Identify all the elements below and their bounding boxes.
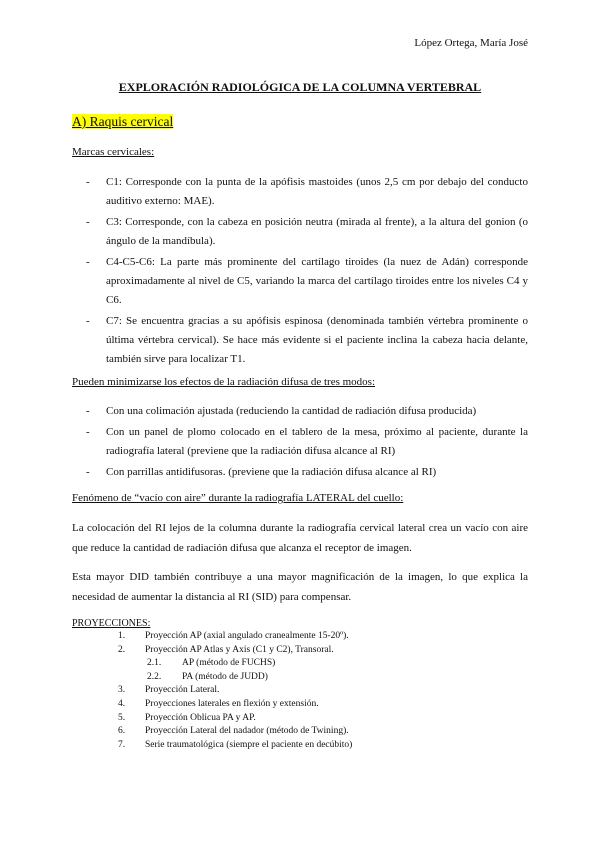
item-number: 5.	[118, 712, 126, 723]
list-item: - Con un panel de plomo colocado en el tablero de la mesa, próximo al paciente, durante la radiografía lateral (previene que la radiación difusa alcance al RI)	[72, 423, 528, 461]
author-name: López Ortega, María José	[414, 37, 528, 49]
item-number: 6.	[118, 726, 126, 737]
item-text: PA (método de JUDD)	[182, 671, 268, 682]
radiacion-list	[72, 402, 528, 484]
item-text: Proyección AP Atlas y Axis (C1 y C2), Transoral.	[145, 644, 334, 655]
item-text: Proyección Oblicua PA y AP.	[145, 712, 256, 723]
item-number: 2.	[118, 644, 126, 655]
list-item: - Con una colimación ajustada (reduciendo la cantidad de radiación difusa producida)	[72, 402, 528, 421]
item-number: 1.	[118, 631, 126, 641]
item-text: Proyección AP (axial angulado cranealmente 15-20º).	[145, 631, 349, 641]
section-heading-text: A) Raquis cervical	[72, 114, 174, 129]
item-text: Serie traumatológica (siempre el paciente en decúbito)	[145, 739, 353, 750]
list-item: - Con parrillas antidifusoras. (previene que la radiación difusa alcance al RI)	[72, 463, 528, 482]
section-heading	[72, 114, 173, 130]
item-number: 7.	[118, 739, 126, 750]
fenomeno-paragraph-2: Esta mayor DID también contribuye a una mayor magnificación de la imagen, lo que explica la necesidad de aumentar la distancia al RI (SID) para compensar.	[72, 571, 528, 603]
item-number: 3.	[118, 685, 126, 696]
list-item: - C7: Se encuentra gracias a su apófisis espinosa (denominada también vértebra prominente o última vértebra cervical). Se hace más evidente si el paciente inclina la cabeza hacia delante, también sirve para localizar T1.	[72, 312, 528, 369]
marcas-list	[72, 173, 528, 371]
item-number: 4.	[118, 698, 126, 709]
list-item: - C4-C5-C6: La parte más prominente del cartílago tiroides (la nuez de Adán) corresponde aproximadamente al nivel de C5, variando la marca del cartílago tiroides entre los niveles C4 y C6.	[72, 253, 528, 310]
radiacion-heading: Pueden minimizarse los efectos de la radiación difusa de tres modos:	[72, 376, 376, 388]
fenomeno-heading: Fenómeno de “vacío con aire” durante la radiografía LATERAL del cuello:	[72, 492, 404, 504]
item-number: 2.1.	[147, 658, 162, 669]
item-text: AP (método de FUCHS)	[182, 658, 276, 669]
item-text: Proyección Lateral del nadador (método de Twining).	[145, 726, 349, 737]
list-item: - C1: Corresponde con la punta de la apófisis mastoides (unos 2,5 cm por debajo del conducto auditivo externo: MAE).	[72, 173, 528, 211]
fenomeno-paragraph-1: La colocación del RI lejos de la columna durante la radiografía cervical lateral crea un vacío con aire que reduce la cantidad de radiación difusa que alcanza el receptor de imagen.	[72, 522, 528, 554]
item-text: Proyecciones laterales en flexión y extensión.	[145, 698, 319, 709]
list-item: - C3: Corresponde, con la cabeza en posición neutra (mirada al frente), a la altura del gonion (o ángulo de la mandíbula).	[72, 213, 528, 251]
page-title: EXPLORACIÓN RADIOLÓGICA DE LA COLUMNA VERTEBRAL	[118, 80, 482, 94]
marcas-heading: Marcas cervicales:	[72, 146, 155, 158]
item-number: 2.2.	[147, 671, 162, 682]
proyecciones-heading: PROYECCIONES:	[72, 618, 151, 629]
item-text: Proyección Lateral.	[145, 685, 220, 696]
